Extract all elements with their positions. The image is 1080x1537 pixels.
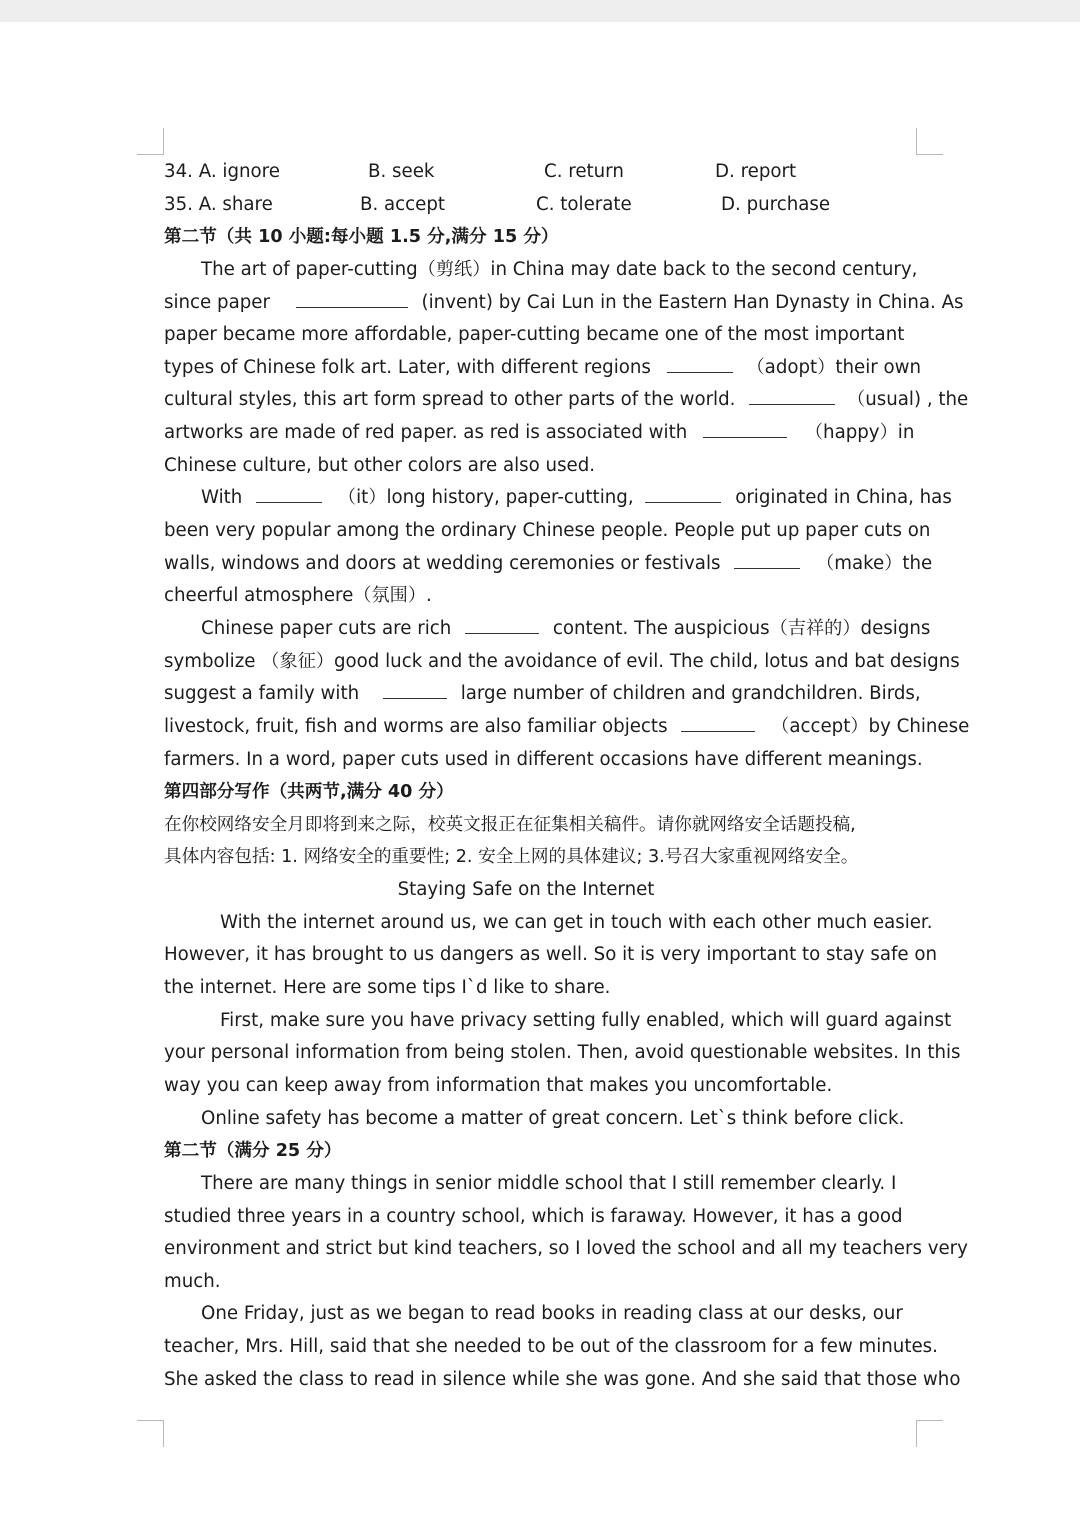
passage-line [164, 613, 931, 646]
answer-blank[interactable] [645, 482, 721, 503]
option-b: B. seek [368, 161, 435, 182]
text-segment: large number of children and grandchildren. Birds, [460, 683, 921, 705]
part-heading: 第四部分写作（共两节,满分 40 分） [164, 782, 454, 803]
text-segment: With [201, 487, 243, 509]
text-segment: Chinese paper cuts are rich [201, 617, 452, 639]
option-a: 35. A. share [164, 193, 273, 215]
essay-line: Online safety has become a matter of great concern. Let`s think before click. [201, 1107, 905, 1129]
essay-line: First, make sure you have privacy setting fully enabled, which will guard against [220, 1009, 952, 1031]
passage-line: symbolize （象征）good luck and the avoidance of evil. The child, lotus and bat designs [164, 650, 960, 672]
text-segment: originated in China, has [735, 487, 952, 509]
option-c: C. return [544, 161, 624, 182]
prompt-line: 具体内容包括: 1. 网络安全的重要性; 2. 安全上网的具体建议; 3.号召大家重视网络安全。 [164, 847, 859, 868]
essay-line: the internet. Here are some tips I`d like to share. [164, 977, 611, 999]
document-page [164, 156, 970, 1396]
section-heading: 第二节（共 10 小题:每小题 1.5 分,满分 15 分） [164, 227, 559, 248]
story-line: environment and strict but kind teachers, so I loved the school and all my teachers very [164, 1238, 968, 1260]
passage-line [164, 384, 969, 417]
text-segment: （happy）in [804, 422, 915, 444]
essay-line: your personal information from being stolen. Then, avoid questionable websites. In this [164, 1042, 961, 1064]
passage-line [164, 287, 964, 320]
passage-line: paper became more affordable, paper-cutting became one of the most important [164, 324, 905, 346]
answer-blank[interactable] [703, 417, 787, 438]
option-d: D. purchase [721, 193, 831, 215]
text-segment: （usual) , the [847, 389, 969, 411]
answer-blank[interactable] [465, 613, 539, 634]
story-line: teacher, Mrs. Hill, said that she needed to be out of the classroom for a few minutes. [164, 1336, 938, 1358]
option-a: 34. A. ignore [164, 161, 280, 182]
text-segment: (invent) by Cai Lun in the Eastern Han Dynasty in China. As [421, 291, 964, 313]
text-segment: cultural styles, this art form spread to other parts of the world. [164, 389, 736, 411]
option-b: B. accept [360, 193, 446, 215]
text-segment: suggest a family with [164, 683, 360, 705]
answer-blank[interactable] [681, 711, 755, 732]
crop-mark-top-left [137, 128, 164, 155]
passage-line [164, 548, 933, 581]
section-heading: 第二节（满分 25 分） [164, 1141, 342, 1162]
story-line: much. [164, 1270, 221, 1292]
essay-line: With the internet around us, we can get in touch with each other much easier. [220, 911, 933, 933]
crop-mark-bottom-right [916, 1420, 943, 1447]
passage-line: The art of paper-cutting（剪纸）in China may date back to the second century, [201, 258, 918, 280]
text-segment: （accept）by Chinese [771, 715, 970, 737]
text-segment: livestock, fruit, fish and worms are also familiar objects [164, 715, 668, 737]
passage-line: farmers. In a word, paper cuts used in different occasions have different meanings. [164, 748, 923, 770]
answer-blank[interactable] [383, 678, 447, 699]
answer-blank[interactable] [749, 384, 835, 405]
text-segment: （make）the [816, 552, 933, 574]
text-segment: walls, windows and doors at wedding ceremonies or festivals [164, 552, 721, 574]
option-row-34 [164, 156, 924, 189]
story-line: She asked the class to read in silence while she was gone. And she said that those who [164, 1368, 961, 1390]
story-line: There are many things in senior middle school that I still remember clearly. I [201, 1172, 897, 1194]
story-line: One Friday, just as we began to read books in reading class at our desks, our [201, 1303, 903, 1325]
passage-line [164, 417, 924, 450]
passage-line [164, 352, 924, 385]
passage-line: cheerful atmosphere（氛围）. [164, 585, 432, 607]
passage-line: Chinese culture, but other colors are also used. [164, 454, 596, 476]
text-segment: content. The auspicious（吉祥的）designs [552, 617, 931, 639]
essay-line: However, it has brought to us dangers as well. So it is very important to stay safe on [164, 944, 937, 966]
passage-line [164, 711, 970, 744]
answer-blank[interactable] [296, 287, 408, 308]
passage-line: been very popular among the ordinary Chinese people. People put up paper cuts on [164, 520, 931, 542]
text-segment: （adopt）their own [746, 356, 922, 378]
option-c: C. tolerate [536, 193, 632, 215]
story-line: studied three years in a country school, which is faraway. However, it has a good [164, 1205, 903, 1227]
prompt-line: 在你校网络安全月即将到来之际，校英文报正在征集相关稿件。请你就网络安全话题投稿, [164, 814, 856, 835]
answer-blank[interactable] [256, 482, 322, 503]
essay-line: way you can keep away from information that makes you uncomfortable. [164, 1074, 833, 1096]
viewer-top-bar [0, 0, 1080, 22]
passage-line [164, 678, 924, 711]
text-segment: （it）long history, paper-cutting, [337, 487, 634, 509]
crop-mark-top-right [916, 128, 943, 155]
essay-title: Staying Safe on the Internet [397, 879, 655, 901]
crop-mark-bottom-left [137, 1420, 164, 1447]
answer-blank[interactable] [734, 548, 800, 569]
passage-line [164, 482, 952, 515]
option-d: D. report [715, 161, 797, 182]
option-row-35 [164, 189, 924, 222]
text-segment: artworks are made of red paper. as red is associated with [164, 422, 688, 444]
text-segment: types of Chinese folk art. Later, with different regions [164, 356, 651, 378]
text-segment: since paper [164, 291, 270, 313]
answer-blank[interactable] [667, 352, 733, 373]
